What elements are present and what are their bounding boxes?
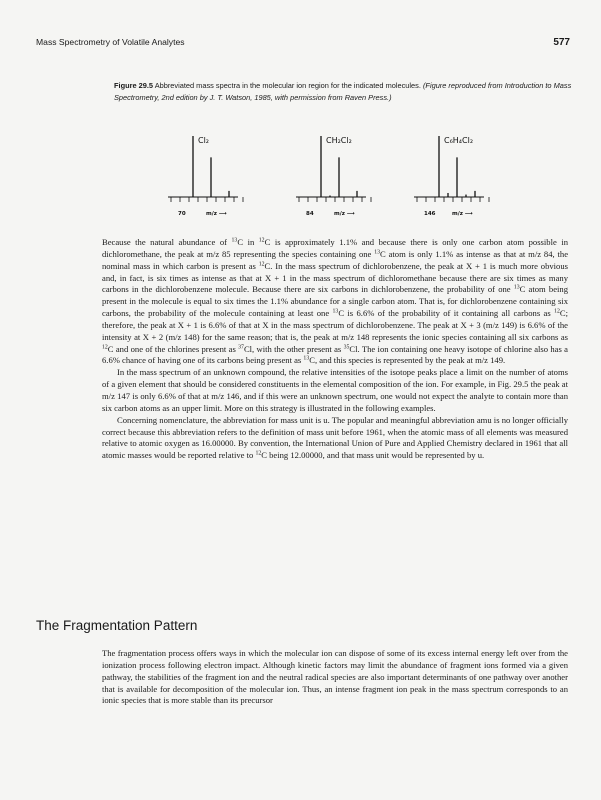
isotope-superscript: 35 — [343, 344, 350, 351]
isotope-superscript: 12 — [554, 308, 560, 315]
mz-value-label: 146 — [424, 211, 436, 217]
isotope-superscript: 12 — [102, 344, 108, 351]
figure-spectra — [166, 131, 528, 223]
molecule-label: CH₂Cl₂ — [326, 136, 352, 145]
spectra-svg — [166, 131, 528, 223]
running-head — [36, 37, 570, 48]
isotope-superscript: 13 — [374, 249, 381, 256]
axis-label: m/z ⟶ — [206, 211, 227, 217]
molecule-label: Cl₂ — [198, 136, 210, 145]
section-body — [102, 648, 568, 707]
isotope-superscript: 12 — [258, 237, 265, 244]
paragraph-1: Because the natural abundance of $^{13}$C in $^{12}$C is approximately 1.1% and because there is only one carbon atom possible in dichloromethane, the peak at m/z 85 representing the species containing one $^{13}$C atom is only 1.1% as intense as that at m/z 84, the nominal mass in which carbon is present as $^{12}$C. In the mass spectrum of dichlorobenzene, the peak at X + 1 is much more obvious and, in fact, is six times as intense as that at X + 1 in the mass spectrum of dichloromethane because there are six times as many carbons in the dichlorobenzene molecule. Because there are six carbons in dichlorobenzene, the probability of one $^{13}$C atom being present in the molecule is equal to six times the 1.1% abundance for a single carbon atom. That is, for dichlorobenzene containing six carbons, the probability of the molecule containing at least one $^{13}$C is 6.6% of the probability of it containing all carbons as $^{12}$C; therefore, the peak at X + 1 is 6.6% of that at X in the mass spectrum of dichlorobenzene. The peak at X + 3 (m/z 149) is 6.6% of the intensity at X + 2 (m/z 148) for the same reason; that is, the peak at m/z 148 represents the ionic species containing all six carbons as $^{12}$C and one of the chlorines present as $^{37}$Cl, with the other present as $^{35}$Cl. The ion containing one heavy isotope of chlorine also has a 6.6% chance of having one of its carbons being present as $^{13}$C, and this species is represented by the peak at m/z 149. — [102, 237, 569, 366]
figure-label: Figure 29.5 — [114, 81, 154, 90]
figure-caption-credit: (Figure reproduced from Introduction to Mass Spectrometry, 2nd edition by J. T. Watson, 1985, with permission from Raven Press.) — [114, 81, 572, 102]
isotope-superscript: 13 — [303, 355, 310, 362]
section-paragraph: The fragmentation process offers ways in which the molecular ion can dispose of some of its excess internal energy left over from the ionization process following electron impact. Although kinetic factors may limit the abundance of fragment ions formed via a given pathway, the stabilities of the fragment ion and the neutral radical species are also important determinants of one pathway over another that is available for decomposition of the molecular ion. Thus, an intense fragment ion peak in the mass spectrum corresponds to an ionic species that is more stable than its precursor — [102, 648, 568, 706]
page-number: 577 — [553, 37, 570, 48]
isotope-superscript: 13 — [231, 237, 238, 244]
isotope-superscript: 13 — [332, 308, 339, 315]
figure-caption — [114, 80, 572, 104]
molecule-label: C₆H₄Cl₂ — [444, 136, 474, 145]
isotope-superscript: 13 — [513, 284, 520, 291]
axis-label: m/z ⟶ — [452, 211, 473, 217]
body-text — [102, 237, 568, 462]
mz-value-label: 84 — [306, 211, 314, 217]
section-heading: The Fragmentation Pattern — [36, 618, 198, 633]
isotope-superscript: 37 — [238, 344, 244, 351]
paragraph-3: Concerning nomenclature, the abbreviation for mass unit is u. The popular and meaningful abbreviation amu is no longer officially correct because this abbreviation refers to the definition of mass unit before 1961, when the atomic mass of all elements was measured relative to atomic oxygen as 16.00000. By convention, the International Union of Pure and Applied Chemistry declared in 1961 that all atomic masses would be reported relative to $^{12}$C being 12.00000, and that mass unit would be represented by u. — [102, 414, 568, 461]
paragraph-2: In the mass spectrum of an unknown compound, the relative intensities of the isotope peaks place a limit on the number of atoms of a given element that should be considered constituents in the elemental composition of the ion. For example, in Fig. 29.5 the peak at m/z 147 is only 6.6% of that at m/z 146, and if this were an unknown spectrum, one would not expect the analyte to contain more than six carbon atoms as an upper limit. More on this strategy is illustrated in the following examples. — [102, 367, 568, 413]
running-head-title: Mass Spectrometry of Volatile Analytes — [36, 37, 185, 47]
mz-value-label: 70 — [178, 211, 186, 217]
isotope-superscript: 12 — [255, 450, 262, 457]
axis-label: m/z ⟶ — [334, 211, 355, 217]
isotope-superscript: 12 — [258, 261, 265, 268]
figure-caption-text: Abbreviated mass spectra in the molecular ion region for the indicated molecules. — [154, 81, 421, 90]
